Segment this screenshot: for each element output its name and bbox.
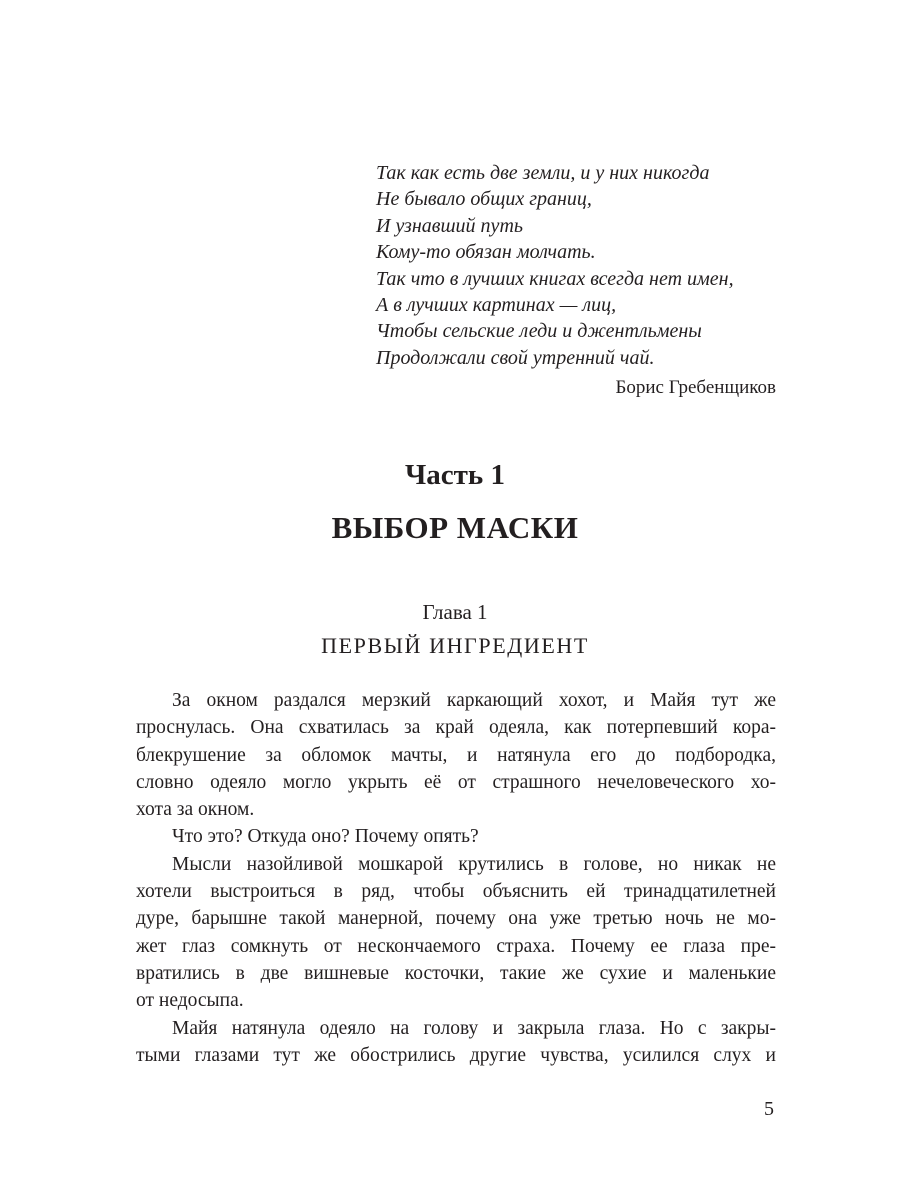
epigraph: [376, 160, 776, 401]
text-line: словно одеяло могло укрыть её от страшного нечеловеческого хо-: [136, 771, 776, 793]
text-line: дуре, барышне такой манерной, почему она уже третью ночь не мо-: [136, 908, 776, 930]
text-line: Майя натянула одеяло на голову и закрыла глаза. Но с закры-: [172, 1017, 776, 1039]
text-line: от недосыпа.: [136, 990, 244, 1012]
chapter-body-text: [136, 687, 776, 1069]
text-line: тыми глазами тут же обострились другие чувства, усилился слух и: [136, 1044, 776, 1066]
page-number: 5: [764, 1098, 774, 1120]
epigraph-author: Борис Гребенщиков: [615, 377, 776, 399]
epigraph-line: И узнавший путь: [376, 214, 523, 237]
chapter-title: ПЕРВЫЙ ИНГРЕДИЕНТ: [321, 633, 589, 658]
epigraph-line: Так что в лучших книгах всегда нет имен,: [376, 267, 734, 290]
text-line: проснулась. Она схватилась за край одеяла, как потерпевший кора-: [136, 717, 776, 739]
epigraph-line: Продолжали свой утренний чай.: [376, 346, 655, 369]
epigraph-line: Не бывало общих границ,: [376, 188, 592, 211]
text-line: Мысли назойливой мошкарой крутились в голове, но никак не: [172, 853, 776, 875]
text-line: хотели выстроиться в ряд, чтобы объяснить ей тринадцатилетней: [136, 881, 776, 903]
epigraph-line: Так как есть две земли, и у них никогда: [376, 162, 710, 184]
part-title: ВЫБОР МАСКИ: [331, 510, 579, 545]
text-line: Что это? Откуда оно? Почему опять?: [172, 826, 479, 848]
text-line: хота за окном.: [136, 799, 255, 821]
text-line: За окном раздался мерзкий каркающий хохот, и Майя тут же: [172, 690, 776, 711]
epigraph-line: А в лучших картинах — лиц,: [376, 294, 617, 317]
epigraph-line: Кому-то обязан молчать.: [376, 241, 596, 264]
part-number: Часть 1: [405, 459, 505, 491]
text-line: блекрушение за обломок мачты, и натянула его до подбородка,: [136, 744, 776, 766]
chapter-number: Глава 1: [422, 600, 488, 624]
text-line: жет глаз сомкнуть от нескончаемого страха. Почему ее глаза пре-: [136, 935, 776, 957]
text-line: вратились в две вишневые косточки, такие же сухие и маленькие: [136, 962, 776, 984]
epigraph-line: Чтобы сельские леди и джентльмены: [376, 320, 702, 343]
